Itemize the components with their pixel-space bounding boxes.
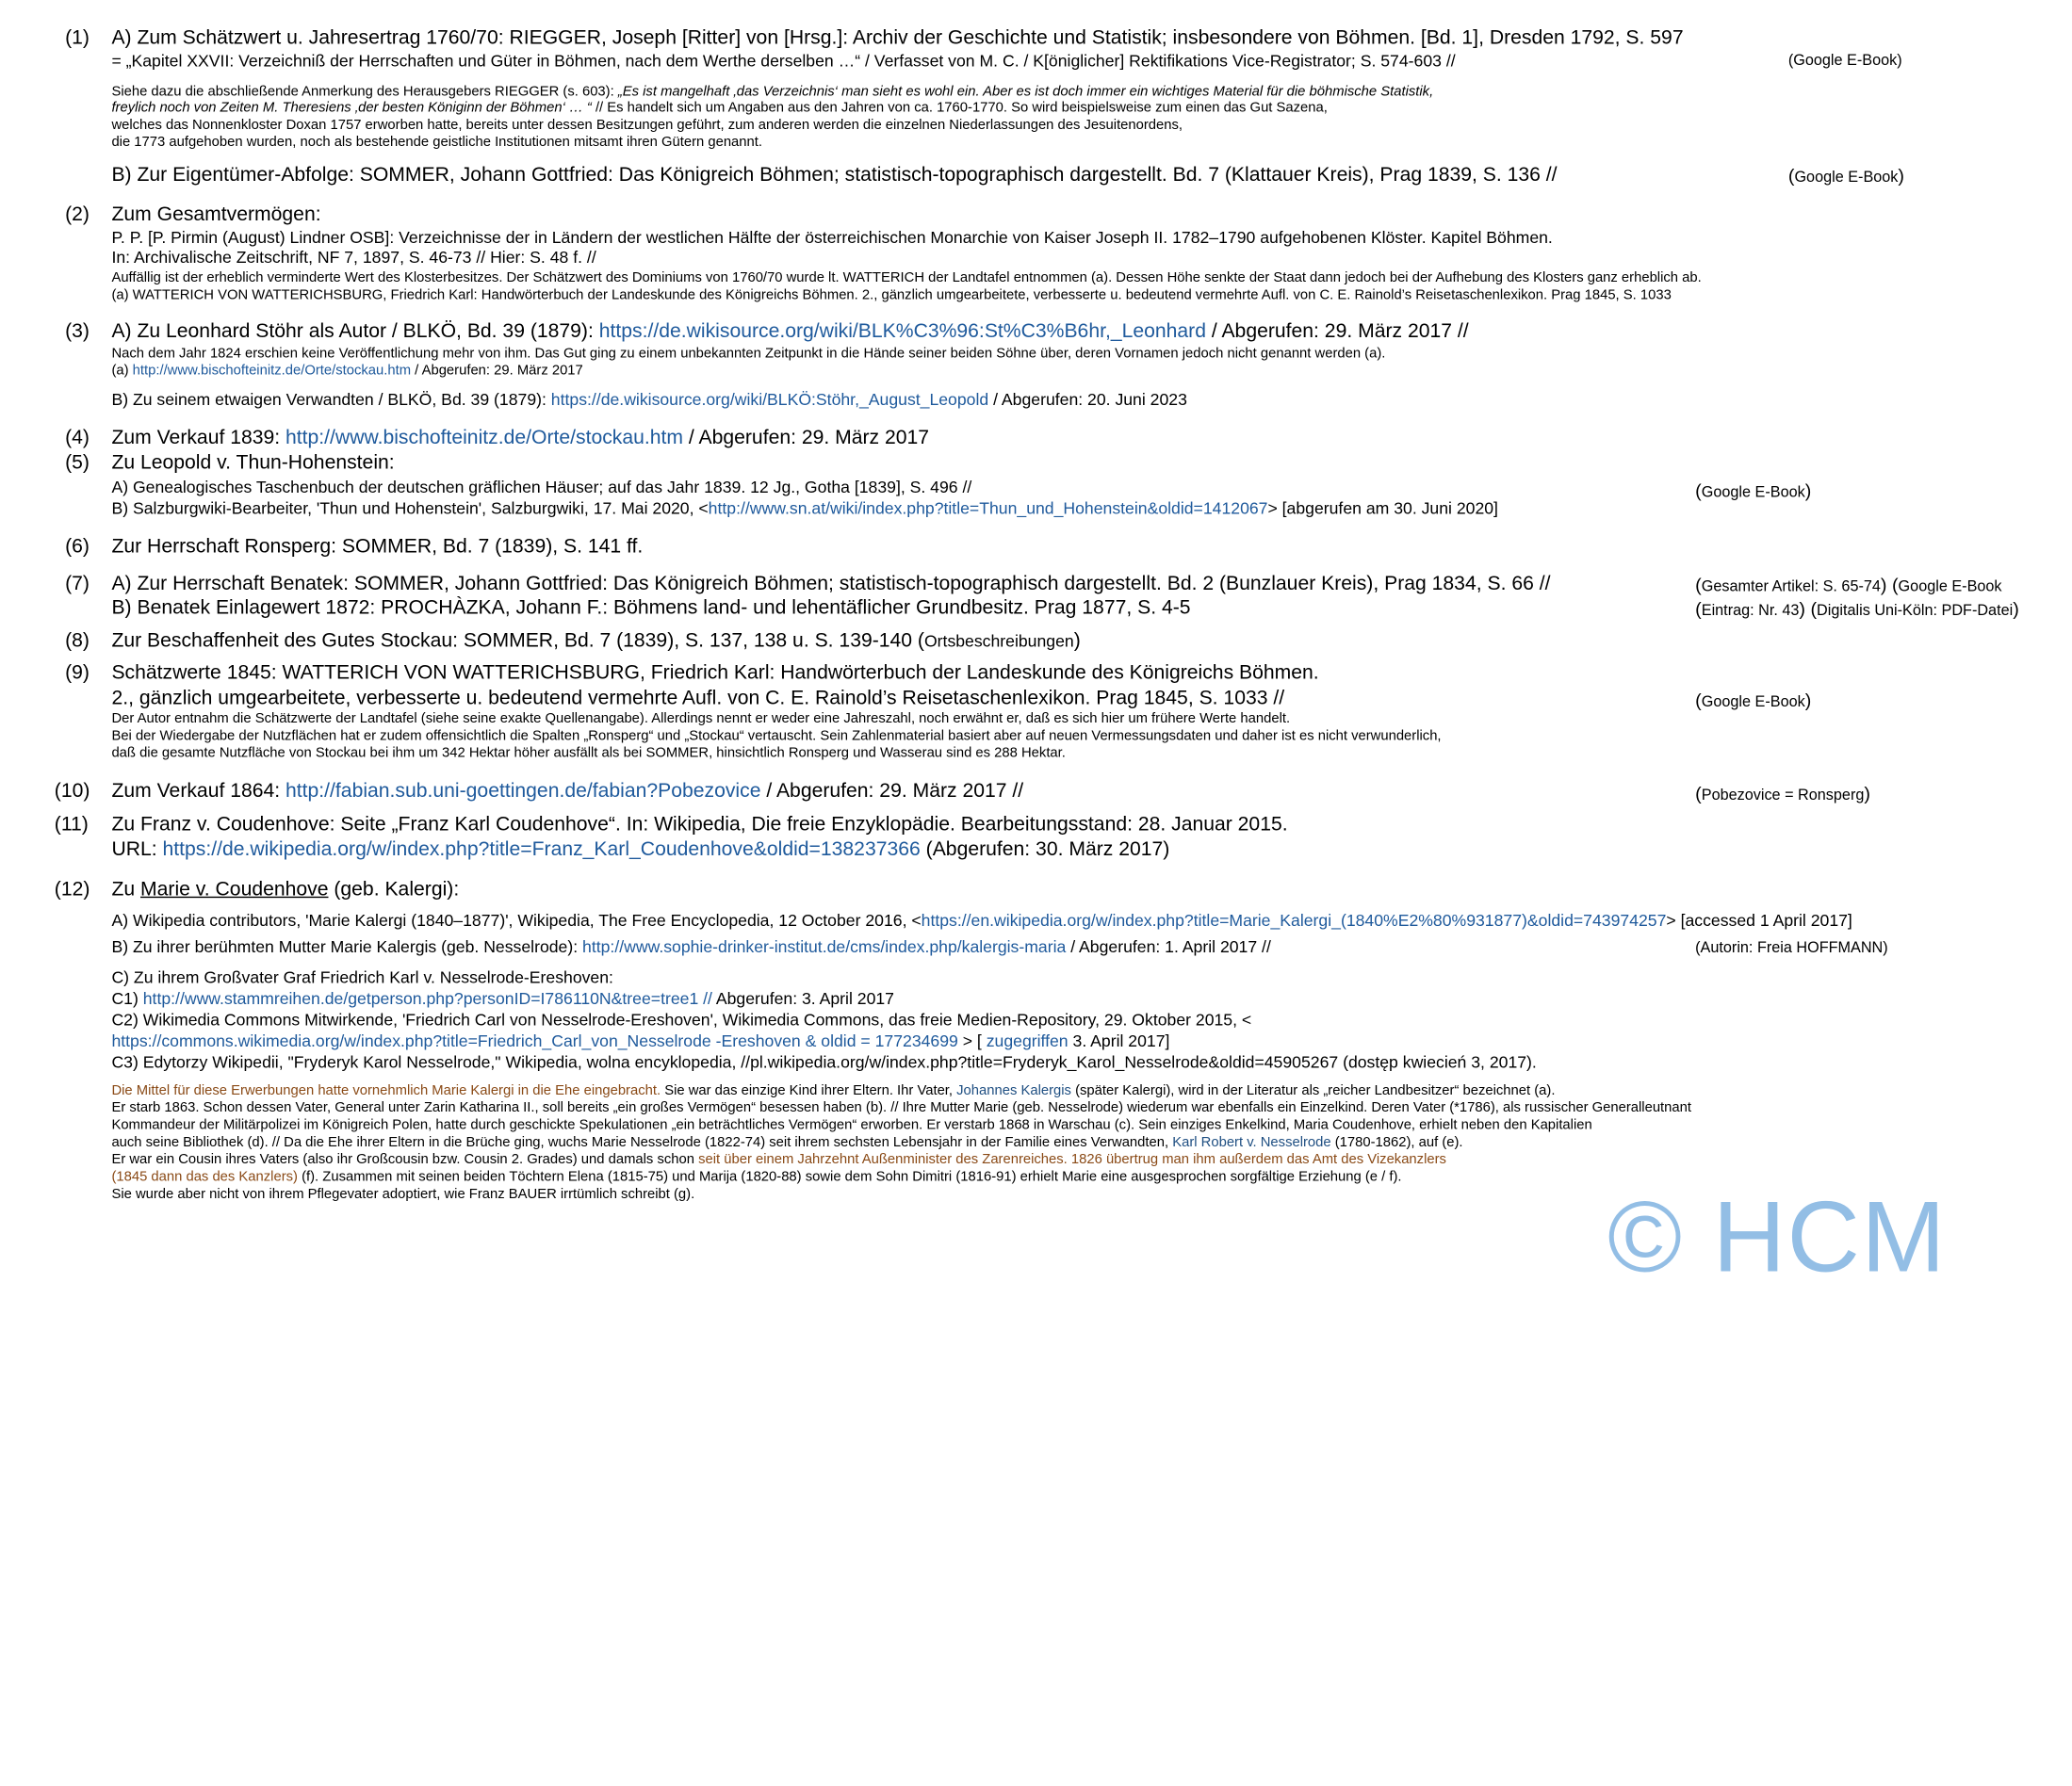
ref-text: / Abgerufen: 1. April 2017 //: [1066, 937, 1271, 957]
footnote-4: [111, 427, 929, 449]
para-text: auch seine Bibliothek (d). // Da die Ehe ihrer Eltern in die Brüche ging, wuchs Marie Nesselrode (1822-74) seit ihrem sechsten Lebensjahr in der Familie eines Verwandten,: [111, 1134, 1173, 1151]
ref-text: A) Zu Leonhard Stöhr als Autor / BLKÖ, Bd. 39 (1879):: [111, 319, 599, 343]
footnote-label-4: (4): [65, 426, 90, 449]
highlight-text: (1845 dann das des Kanzlers): [111, 1168, 298, 1185]
footnote-3-b-link[interactable]: https://de.wikisource.org/wiki/BLKÖ:Stöhr,_August_Leopold: [550, 390, 989, 410]
ref-text: (a): [111, 362, 133, 379]
source-text: Google E-Book: [1794, 170, 1899, 187]
footnote-12-c2b: [111, 1032, 1169, 1051]
footnote-9-line1: Schätzwerte 1845: WATTERICH VON WATTERICHSBURG, Friedrich Karl: Handwörterbuch der Landeskunde des Königreichs Böhmen.: [111, 661, 1319, 685]
note-text: // Es handelt sich um Angaben aus den Jahren von ca. 1760-1770. So wird beispielsweise zum einen das Gut Sazena,: [591, 99, 1328, 116]
footnote-12-title: [111, 878, 459, 901]
ref-text: Abgerufen: 3. April 2017: [711, 989, 894, 1009]
note-quote: freylich noch von Zeiten M. Theresiens ‚der besten Königinn der Böhmen‘ … “: [111, 99, 592, 116]
footnote-2-line3: Auffällig ist der erheblich verminderte Wert des Klosterbesitzes. Der Schätzwert des Dominiums von 1760/70 wurde lt. WATTERICH der Landtafel entnommen (a). Dessen Höhe senkte der Staat dann jedoch bei der Aufhebung des Klosters ganz erheblich ab.: [111, 269, 1702, 286]
footnote-9-note3: daß die gesamte Nutzfläche von Stockau bei ihm um 342 Hektar höher ausfällt als bei SOMMER, hinsichtlich Ronsperg und Wasserau sind es 288 Hektar.: [111, 745, 1066, 761]
copyright-watermark: © HCM: [1607, 1180, 1947, 1294]
footnote-12-para-line5: [111, 1151, 1445, 1167]
footnote-2-line2: In: Archivalische Zeitschrift, NF 7, 1897, S. 46-73 // Hier: S. 48 f. //: [111, 248, 596, 268]
footnote-11-line2: [111, 838, 1169, 861]
source-text: Google E-Book: [1701, 484, 1805, 501]
footnote-2-title: Zum Gesamtvermögen:: [111, 203, 321, 226]
footnote-5-b-link[interactable]: http://www.sn.at/wiki/index.php?title=Thun_und_Hohenstein&oldid=1412067: [708, 499, 1268, 518]
highlight-name: Johannes Kalergis: [956, 1082, 1071, 1099]
footnote-5-title: Zu Leopold v. Thun-Hohenstein:: [111, 451, 395, 475]
footnote-5-a-source: (Google E-Book): [1695, 479, 1812, 501]
ref-text: / Abgerufen: 20. Juni 2023: [988, 390, 1187, 410]
footnote-7-a: A) Zur Herrschaft Benatek: SOMMER, Johann Gottfried: Das Königreich Böhmen; statistisch-topographisch dargestellt. Bd. 2 (Bunzlauer Kreis), Prag 1834, S. 66 //: [111, 572, 1551, 595]
para-text: Sie war das einzige Kind ihrer Eltern. Ihr Vater,: [661, 1082, 957, 1099]
footnote-1-b: B) Zur Eigentümer-Abfolge: SOMMER, Johann Gottfried: Das Königreich Böhmen; statistisch-topographisch dargestellt. Bd. 7 (Klattauer Kreis), Prag 1839, S. 136 //: [111, 163, 1558, 187]
ref-text: / Abgerufen: 29. März 2017: [411, 362, 583, 379]
highlight-text: seit über einem Jahrzehnt Außenminister des Zarenreiches. 1826 übertrug man ihm außerdem das Amt des Vizekanzlers: [698, 1151, 1446, 1168]
footnote-12-a-link[interactable]: https://en.wikipedia.org/w/index.php?title=Marie_Kalergi_(1840%E2%80%931877)&oldid=743974257: [921, 911, 1667, 930]
footnote-10: [111, 780, 1023, 803]
ref-text: / Abgerufen: 29. März 2017 //: [1205, 319, 1469, 343]
ref-text: B) Zu seinem etwaigen Verwandten / BLKÖ, Bd. 39 (1879):: [111, 390, 551, 410]
ref-text: > [abgerufen am 30. Juni 2020]: [1267, 499, 1498, 518]
ref-small-text: Ortsbeschreibungen: [923, 632, 1074, 651]
ref-text: Zum Verkauf 1839:: [111, 426, 286, 449]
para-text: (f). Zusammen mit seinen beiden Töchtern Elena (1815-75) und Marija (1820-88) sowie dem Sohn Dimitri (1816-91) erhielt Marie eine ausgesprochen sorgfältige Erziehung (e / f).: [297, 1168, 1402, 1185]
footnote-9-source: (Google E-Book): [1695, 689, 1812, 711]
footnote-2-line4: (a) WATTERICH VON WATTERICHSBURG, Friedrich Karl: Handwörterbuch der Landeskunde des Königreichs Böhmen. 2., gänzlich umgearbeitete, verbesserte u. bedeutend vermehrte Aufl. von C. E. Rainold’s Reisetaschenlexikon. Prag 1845, S. 1033: [111, 286, 1672, 303]
footnote-1-a-line2: = „Kapitel XXVII: Verzeichniß der Herrschaften und Güter in Böhmen, nach dem Werthe derselben …“ / Verfasset von M. C. / K[öniglicher] Rektifikations Vice-Registrator; S. 574-603 //: [111, 51, 1456, 71]
footnote-11-line1: Zu Franz v. Coudenhove: Seite „Franz Karl Coudenhove“. In: Wikipedia, Die freie Enzyklopädie. Bearbeitungsstand: 28. Januar 2015.: [111, 812, 1288, 836]
footnote-label-7: (7): [65, 572, 90, 595]
ref-text: Zum Verkauf 1864:: [111, 779, 286, 803]
footnote-12-c2-link2[interactable]: zugegriffen: [986, 1031, 1069, 1051]
footnote-12-b-source: (Autorin: Freia HOFFMANN): [1695, 940, 1888, 957]
footnote-3-note-a: [111, 363, 582, 379]
ref-text: B) Zu ihrer berühmten Mutter Marie Kalergis (geb. Nesselrode):: [111, 937, 583, 957]
source-text: Pobezovice = Ronsperg: [1701, 787, 1865, 804]
footnote-12-c2-link[interactable]: https://commons.wikimedia.org/w/index.php?title=Friedrich_Carl_von_Nesselrode -Ereshoven & oldid = 177234699: [111, 1031, 958, 1051]
footnote-12-c1: [111, 989, 894, 1008]
footnote-3-note-a-link[interactable]: http://www.bischofteinitz.de/Orte/stockau.htm: [132, 362, 412, 379]
footnote-label-10: (10): [54, 779, 90, 803]
ref-text: 3. April 2017]: [1068, 1031, 1170, 1051]
footnote-6: Zur Herrschaft Ronsperg: SOMMER, Bd. 7 (1839), S. 141 ff.: [111, 535, 644, 559]
footnote-label-9: (9): [65, 661, 90, 685]
footnote-1-note-line1: [111, 84, 1433, 100]
ref-text: ): [1073, 629, 1081, 653]
footnote-10-link[interactable]: http://fabian.sub.uni-goettingen.de/fabian?Pobezovice: [286, 779, 761, 803]
highlight-text: Die Mittel für diese Erwerbungen hatte vornehmlich Marie Kalergi in die Ehe eingebracht.: [111, 1082, 661, 1099]
footnote-9-line2: 2., gänzlich umgearbeitete, verbesserte u. bedeutend vermehrte Aufl. von C. E. Rainold’s Reisetaschenlexikon. Prag 1845, S. 1033 //: [111, 686, 1285, 709]
footnote-3-b: [111, 391, 1186, 410]
footnote-label-12: (12): [54, 878, 90, 901]
source-text: Eintrag: Nr. 43: [1701, 603, 1800, 620]
footnote-1-b-source: (Google E-Book): [1787, 164, 1905, 187]
footnote-1-note-line3: welches das Nonnenkloster Doxan 1757 erworben hatte, bereits unter dessen Besitzungen geführt, zum anderen werden die einzelnen Niederlassungen des Jesuitenordens,: [111, 117, 1183, 133]
source-text: Digitalis Uni-Köln: PDF-Datei: [1817, 603, 2014, 620]
footnote-label-6: (6): [65, 535, 90, 559]
footnote-12-b-link[interactable]: http://www.sophie-drinker-institut.de/cms/index.php/kalergis-maria: [582, 937, 1067, 957]
footnote-label-11: (11): [54, 812, 89, 836]
ref-text: (geb. Kalergi):: [328, 878, 460, 901]
footnote-9-note2: Bei der Wiedergabe der Nutzflächen hat er zudem offensichtlich die Spalten „Ronsperg“ und „Stockau“ vertauscht. Sein Zahlenmaterial basiert aber auf neuen Vermessungsdaten und daher ist es nicht verwunderlich,: [111, 727, 1442, 744]
ref-text: (Abgerufen: 30. März 2017): [920, 837, 1170, 861]
footnote-1-note-line4: die 1773 aufgehoben wurden, noch als bestehende geistliche Institutionen mitsamt ihren Gütern genannt.: [111, 134, 762, 151]
footnote-1-a-line1: A) Zum Schätzwert u. Jahresertrag 1760/70: RIEGGER, Joseph [Ritter] von [Hrsg.]: Archiv der Geschichte und Statistik; insbesondere von Böhmen. [Bd. 1], Dresden 1792, S. 597: [111, 26, 1684, 50]
footnote-12-b: [111, 937, 1270, 956]
ref-text: B) Salzburgwiki-Bearbeiter, 'Thun und Hohenstein', Salzburgwiki, 17. Mai 2020, <: [111, 499, 709, 518]
footnote-12-para-line1: [111, 1082, 1555, 1098]
footnote-7-b: B) Benatek Einlagewert 1872: PROCHÀZKA, Johann F.: Böhmens land- und lehentäflicher Grundbesitz. Prag 1877, S. 4-5: [111, 596, 1191, 620]
para-text: (1780-1862), auf (e).: [1330, 1134, 1463, 1151]
footnote-12-c3: C3) Edytorzy Wikipedii, "Fryderyk Karol Nesselrode," Wikipedia, wolna encyklopedia, //pl.wikipedia.org/w/index.php?title=Fryderyk_Karol_Nesselrode&oldid=45905267 (dostęp kwiecień 3, 2017).: [111, 1053, 1537, 1072]
footnote-label-5: (5): [65, 451, 90, 475]
footnote-12-c2a: C2) Wikimedia Commons Mitwirkende, 'Friedrich Carl von Nesselrode-Ereshoven', Wikimedia Commons, das freie Medien-Repository, 29. Oktober 2015, <: [111, 1011, 1252, 1030]
note-quote: „Es ist mangelhaft ‚das Verzeichnis‘ man sieht es wohl ein. Aber es ist doch immer ein wichtiges Material für die böhmische Statistik,: [617, 83, 1434, 100]
ref-text: Zu: [111, 878, 141, 901]
footnote-3-note: Nach dem Jahr 1824 erschien keine Veröffentlichung mehr von ihm. Das Gut ging zu einem unbekannten Zeitpunkt in die Hände seiner beiden Söhne über, deren Vornamen jedoch nicht genannt werden (a).: [111, 345, 1386, 362]
footnote-12-para-line4: [111, 1134, 1462, 1150]
footnote-12-para-line6: [111, 1169, 1401, 1185]
footnote-7-b-source: (Eintrag: Nr. 43) (Digitalis Uni-Köln: PDF-Datei): [1695, 597, 2019, 620]
footnote-label-3: (3): [65, 319, 90, 343]
ref-text: / Abgerufen: 29. März 2017: [683, 426, 930, 449]
ref-text: Zur Beschaffenheit des Gutes Stockau: SOMMER, Bd. 7 (1839), S. 137, 138 u. S. 139-140 (: [111, 629, 924, 653]
footnote-5-a: A) Genealogisches Taschenbuch der deutschen gräflichen Häuser; auf das Jahr 1839. 12 Jg., Gotha [1839], S. 496 //: [111, 478, 972, 497]
footnote-7-a-source: (Gesamter Artikel: S. 65-74) (Google E-Book: [1695, 574, 2002, 595]
note-text: Siehe dazu die abschließende Anmerkung des Herausgebers RIEGGER (s. 603):: [111, 83, 618, 100]
ref-text: A) Wikipedia contributors, 'Marie Kalergi (1840–1877)', Wikipedia, The Free Encyclopedia, 12 October 2016, <: [111, 911, 922, 930]
footnote-1-note-line2: [111, 100, 1327, 116]
highlight-name: Karl Robert v. Nesselrode: [1172, 1134, 1331, 1151]
footnote-12-a: [111, 911, 1852, 930]
footnote-2-line1: P. P. [P. Pirmin (August) Lindner OSB]: Verzeichnisse der in Ländern der westlichen Hälfte der österreichischen Monarchie von Kaiser Joseph II. 1782–1790 aufgehobenen Klöster. Kapitel Böhmen.: [111, 228, 1553, 248]
ref-text: > [accessed 1 April 2017]: [1666, 911, 1852, 930]
para-text: Er war ein Cousin ihres Vaters (also ihr Großcousin bzw. Cousin 2. Grades) und damals schon: [111, 1151, 699, 1168]
ref-text: / Abgerufen: 29. März 2017 //: [760, 779, 1024, 803]
ref-underlined-name: Marie v. Coudenhove: [140, 878, 329, 901]
source-text: Google E-Book: [1701, 694, 1805, 711]
footnote-5-b: [111, 499, 1498, 518]
source-text: Gesamter Artikel: S. 65-74: [1701, 578, 1881, 595]
footnote-label-2: (2): [65, 203, 90, 226]
footnote-label-1: (1): [65, 26, 90, 50]
ref-text: URL:: [111, 837, 163, 861]
footnote-12-para-line2: Er starb 1863. Schon dessen Vater, General unter Zarin Katharina II., soll bereits „ein großes Vermögen“ besessen haben (b). // Ihre Mutter Marie (geb. Nesselrode) wiederum war ebenfalls ein Einzelkind. Deren Vater (*1786), als russischer Generalleutnant: [111, 1099, 1691, 1116]
source-text: Google E-Book: [1898, 578, 2002, 595]
footnote-1-a-source: (Google E-Book): [1787, 53, 1902, 70]
para-text: (später Kalergi), wird in der Literatur als „reicher Landbesitzer“ bezeichnet (a).: [1070, 1082, 1556, 1099]
footnote-8: [111, 629, 1080, 652]
footnote-9-note1: Der Autor entnahm die Schätzwerte der Landtafel (siehe seine exakte Quellenangabe). Allerdings nennt er weder eine Jahreszahl, noch erwähnt er, daß es sich hier um frühere Werte handelt.: [111, 710, 1291, 727]
footnote-12-para-line7: Sie wurde aber nicht von ihrem Pflegevater adoptiert, wie Franz BAUER irrtümlich schreibt (g).: [111, 1186, 695, 1203]
footnote-11-link[interactable]: https://de.wikipedia.org/w/index.php?title=Franz_Karl_Coudenhove&oldid=138237366: [162, 837, 921, 861]
footnote-10-source: (Pobezovice = Ronsperg): [1695, 782, 1870, 804]
footnote-3-a-link[interactable]: https://de.wikisource.org/wiki/BLK%C3%96:St%C3%B6hr,_Leonhard: [598, 319, 1206, 343]
ref-text: C1): [111, 989, 143, 1009]
footnote-12-para-line3: Kommandeur der Militärpolizei im Königreich Polen, hatte durch geschickte Spekulationen „ein beträchtliches Vermögen“ erworben. Er verstarb 1868 in Warschau (c). Sein einziges Enkelkind, Maria Coudenhove, erhielt neben den Kapitalien: [111, 1116, 1592, 1133]
footnote-label-8: (8): [65, 629, 90, 653]
footnote-12-c-title: C) Zu ihrem Großvater Graf Friedrich Karl v. Nesselrode-Ereshoven:: [111, 967, 613, 987]
footnote-4-link[interactable]: http://www.bischofteinitz.de/Orte/stockau.htm: [286, 426, 684, 449]
ref-text: > [: [957, 1031, 987, 1051]
footnote-3-a: [111, 320, 1468, 343]
footnote-12-c1-link[interactable]: http://www.stammreihen.de/getperson.php?personID=I786110N&tree=tree1 //: [142, 989, 712, 1009]
